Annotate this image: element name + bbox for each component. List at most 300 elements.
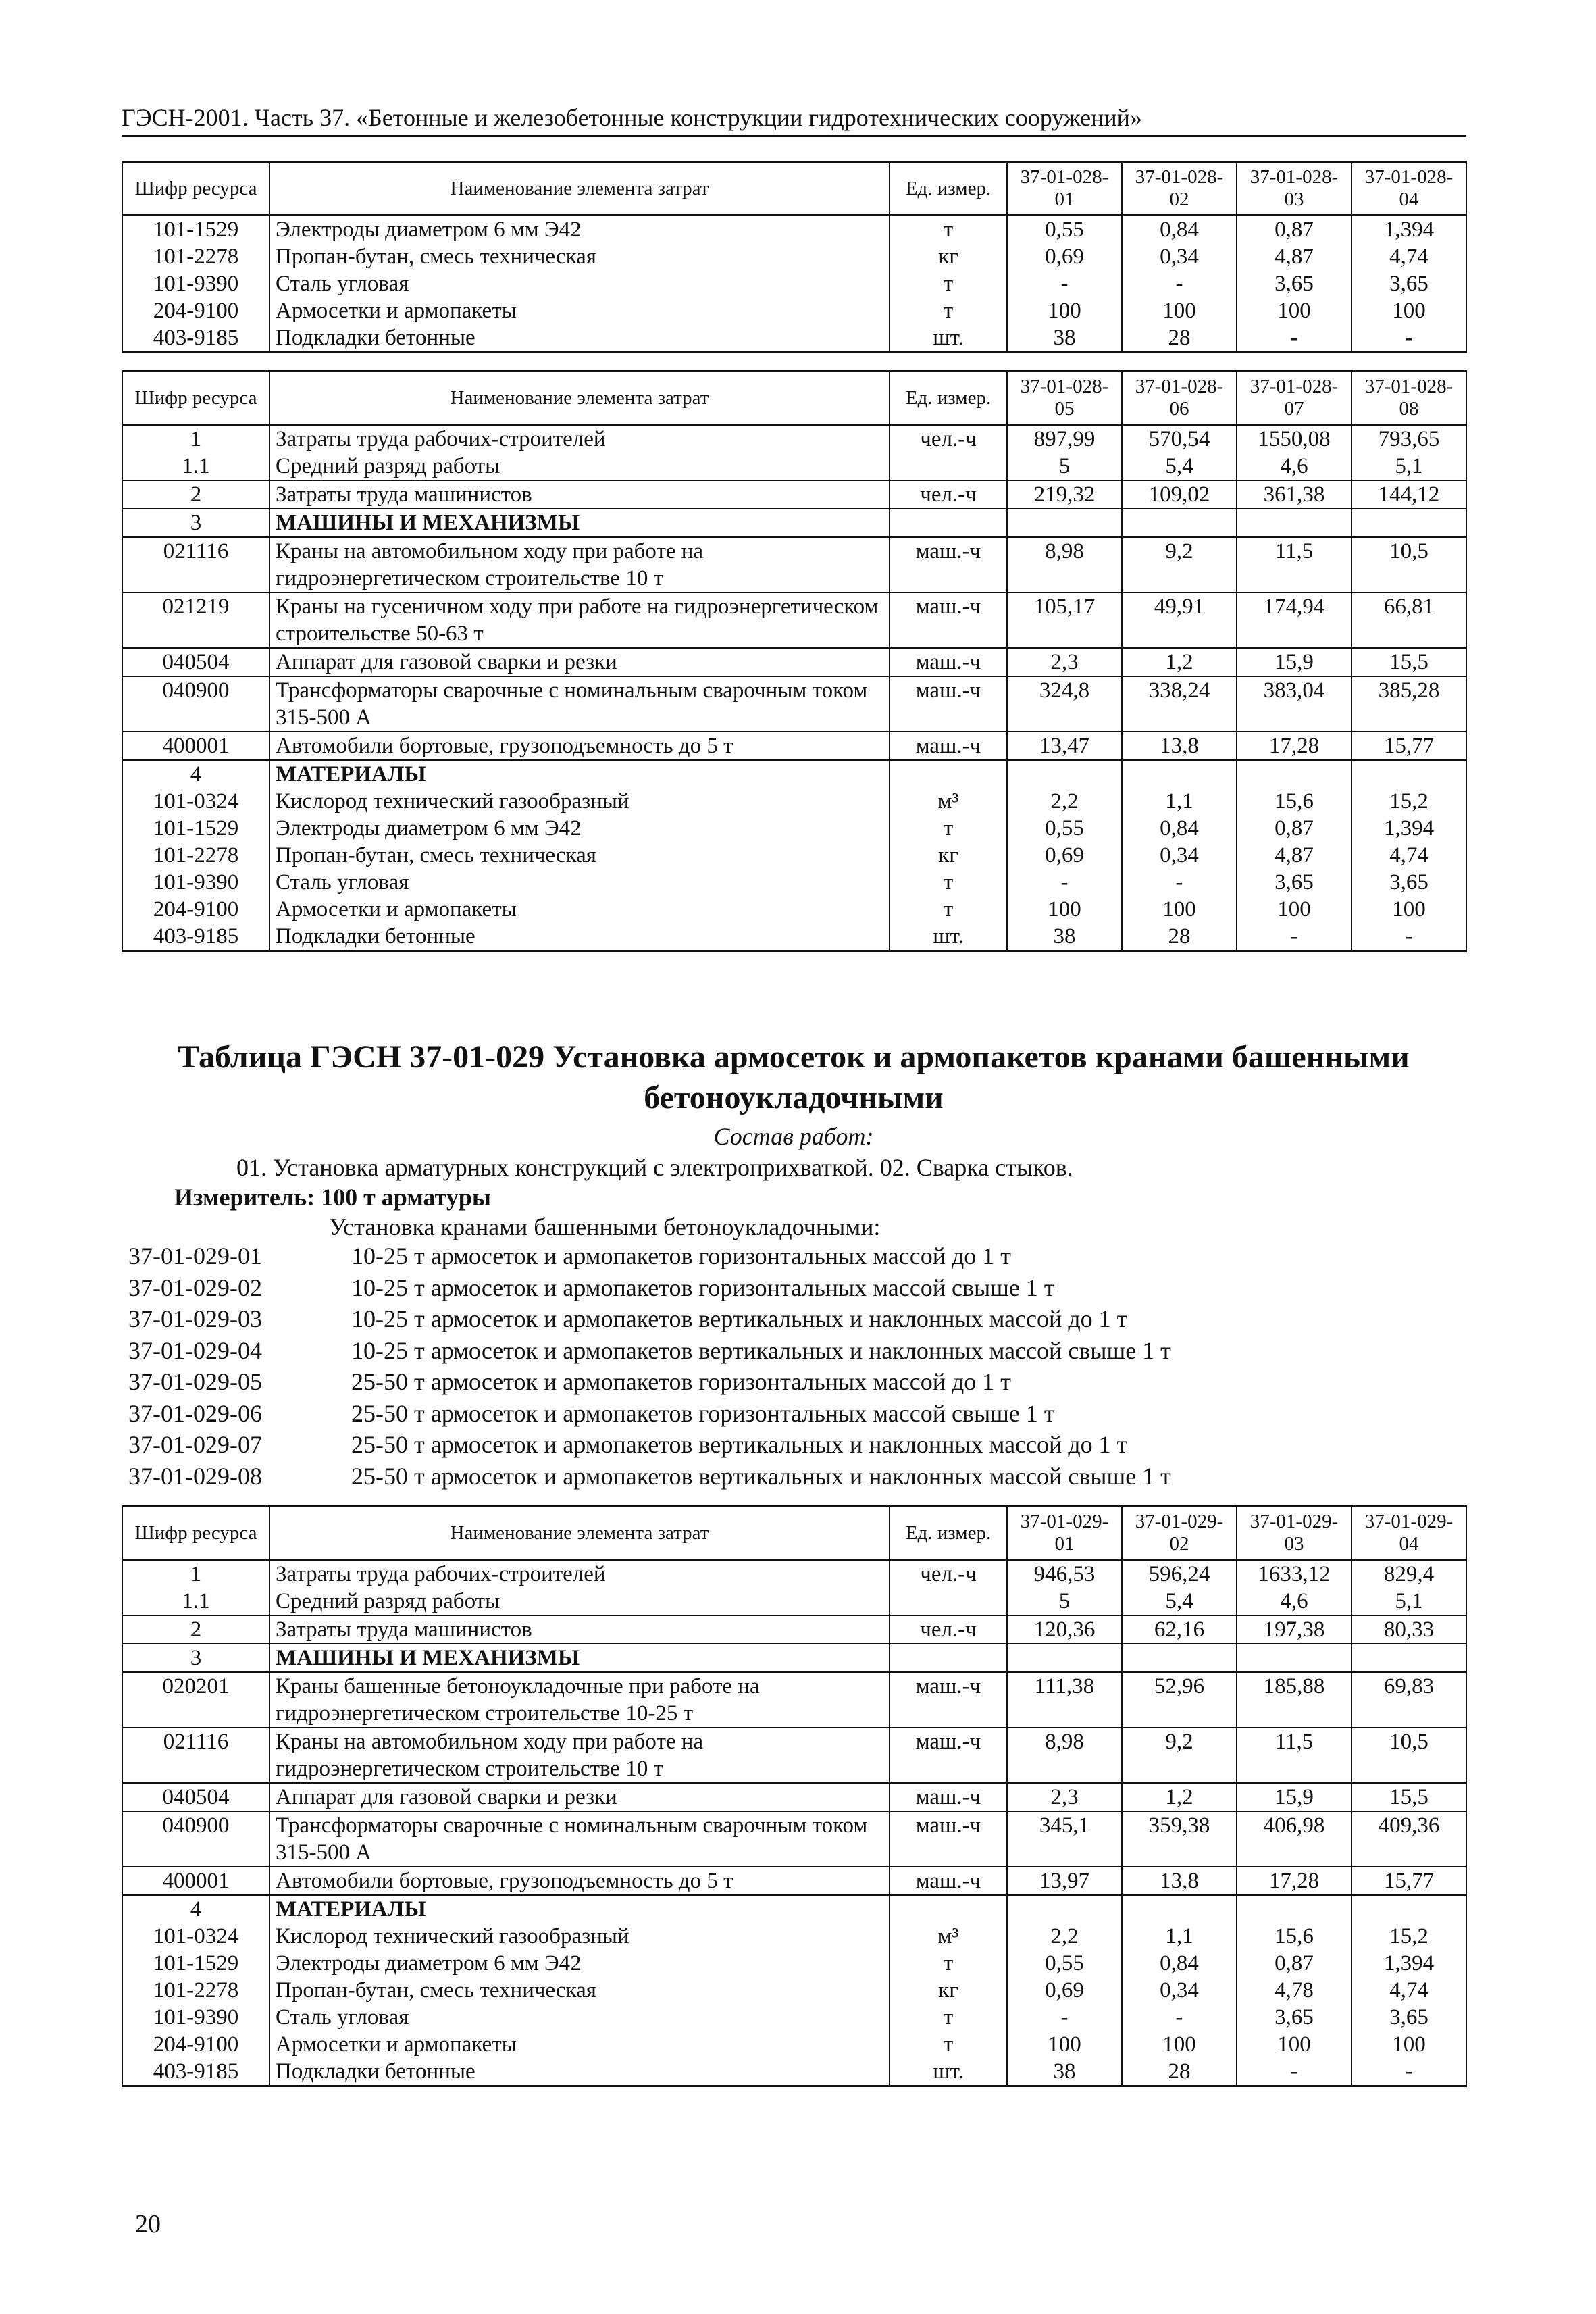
value-cell: 1633,12	[1237, 1560, 1352, 1588]
unit-cell: т	[890, 297, 1007, 324]
norm-description: 25-50 т армосеток и армопакетов горизонтальных массой до 1 т	[351, 1368, 1012, 1395]
unit-column-header: Ед. измер.	[890, 162, 1007, 216]
value-cell: 17,28	[1237, 1867, 1352, 1895]
resource-code-cell: 2	[122, 1615, 269, 1644]
value-cell	[1007, 1644, 1122, 1672]
table-row	[122, 1615, 1466, 1644]
table-row	[122, 1783, 1466, 1811]
value-cell: 15,9	[1237, 648, 1352, 676]
value-cell: 1,1	[1122, 788, 1237, 815]
resource-name-cell: Армосетки и армопакеты	[269, 297, 890, 324]
value-cell: 15,5	[1352, 1783, 1466, 1811]
resource-name-cell: Краны на автомобильном ходу при работе на гидроэнергетическом строительстве 10 т	[269, 1728, 890, 1783]
value-cell: 409,36	[1352, 1811, 1466, 1867]
resource-name-cell: Краны башенные бетоноукладочные при работе на гидроэнергетическом строительстве 10-25 т	[269, 1672, 890, 1728]
table-row	[122, 216, 1466, 244]
value-cell: 9,2	[1122, 537, 1237, 593]
norm-description: 10-25 т армосеток и армопакетов вертикальных и наклонных массой до 1 т	[351, 1305, 1128, 1332]
resource-code-cell: 1	[122, 425, 269, 453]
unit-cell: шт.	[890, 923, 1007, 951]
resource-name-cell: Кислород технический газообразный	[269, 788, 890, 815]
value-cell: 0,87	[1237, 815, 1352, 842]
unit-cell: маш.-ч	[890, 648, 1007, 676]
resource-name-cell: Электроды диаметром 6 мм Э42	[269, 1950, 890, 1977]
value-cell: 5,1	[1352, 1588, 1466, 1615]
code-column-header: Шифр ресурса	[122, 1507, 269, 1560]
resource-code-cell: 1.1	[122, 1588, 269, 1615]
resource-name-cell: Трансформаторы сварочные с номинальным сварочным током 315-500 А	[269, 1811, 890, 1867]
resource-code-cell: 101-9390	[122, 270, 269, 297]
value-cell: 793,65	[1352, 425, 1466, 453]
resource-code-cell: 101-9390	[122, 869, 269, 896]
value-cell: 13,8	[1122, 732, 1237, 760]
work-items: 01. Установка арматурных конструкций с электроприхваткой. 02. Сварка стыков.	[236, 1154, 1073, 1181]
resource-name-cell: Подкладки бетонные	[269, 923, 890, 951]
value-cell: 0,69	[1007, 842, 1122, 869]
value-cell	[1122, 509, 1237, 537]
resource-code-cell: 1.1	[122, 453, 269, 480]
resource-table-028-01-04	[122, 161, 1467, 353]
resource-code-cell: 204-9100	[122, 896, 269, 923]
norm-code: 37-01-029-01	[128, 1242, 262, 1269]
resource-name-cell: Кислород технический газообразный	[269, 1923, 890, 1950]
value-cell: 197,38	[1237, 1615, 1352, 1644]
norm-code-row	[128, 1398, 1171, 1430]
unit-cell: т	[890, 2004, 1007, 2031]
value-cell: 0,84	[1122, 1950, 1237, 1977]
value-cell: 100	[1352, 297, 1466, 324]
value-cell: 596,24	[1122, 1560, 1237, 1588]
value-cell: 0,84	[1122, 815, 1237, 842]
value-cell: -	[1122, 2004, 1237, 2031]
resource-name-cell: МАШИНЫ И МЕХАНИЗМЫ	[269, 509, 890, 537]
value-cell: 111,38	[1007, 1672, 1122, 1728]
value-cell: 28	[1122, 923, 1237, 951]
resource-table-029-01-04	[122, 1505, 1467, 2087]
resource-code-cell: 101-2278	[122, 842, 269, 869]
resource-name-cell: Сталь угловая	[269, 2004, 890, 2031]
value-cell: -	[1352, 324, 1466, 353]
value-cell: 5	[1007, 1588, 1122, 1615]
norm-code-list	[128, 1240, 1171, 1492]
norm-code-row	[128, 1429, 1171, 1461]
value-cell: -	[1007, 869, 1122, 896]
table-row	[122, 297, 1466, 324]
value-cell: 28	[1122, 324, 1237, 353]
unit-cell: т	[890, 216, 1007, 244]
value-cell: 38	[1007, 2058, 1122, 2086]
resource-code-cell: 1	[122, 1560, 269, 1588]
running-header: ГЭСН-2001. Часть 37. «Бетонные и железобетонные конструкции гидротехнических сооружений»	[122, 101, 1466, 137]
resource-code-cell: 101-2278	[122, 243, 269, 270]
value-cell: 100	[1007, 896, 1122, 923]
value-cell: 62,16	[1122, 1615, 1237, 1644]
resource-name-cell: Аппарат для газовой сварки и резки	[269, 648, 890, 676]
norm-code-row	[128, 1240, 1171, 1272]
unit-cell: чел.-ч	[890, 1560, 1007, 1588]
value-cell: 100	[1237, 2031, 1352, 2058]
resource-name-cell: Краны на автомобильном ходу при работе на гидроэнергетическом строительстве 10 т	[269, 537, 890, 593]
value-cell: 52,96	[1122, 1672, 1237, 1728]
value-cell	[1237, 1895, 1352, 1923]
table-row	[122, 842, 1466, 869]
name-column-header: Наименование элемента затрат	[269, 372, 890, 425]
value-cell: 15,77	[1352, 732, 1466, 760]
value-cell: 3,65	[1237, 869, 1352, 896]
value-cell: 0,69	[1007, 243, 1122, 270]
resource-code-cell: 4	[122, 760, 269, 788]
unit-cell: кг	[890, 1977, 1007, 2004]
table-row	[122, 509, 1466, 537]
value-cell: 13,8	[1122, 1867, 1237, 1895]
value-cell: 1,394	[1352, 216, 1466, 244]
value-cell: 0,84	[1122, 216, 1237, 244]
unit-cell: т	[890, 815, 1007, 842]
value-column-header-1: 37-01-029-01	[1007, 1507, 1122, 1560]
value-cell: -	[1352, 2058, 1466, 2086]
value-cell	[1237, 1644, 1352, 1672]
table-header-row	[122, 372, 1466, 425]
value-cell: 15,77	[1352, 1867, 1466, 1895]
value-cell: 0,87	[1237, 1950, 1352, 1977]
value-cell: 4,74	[1352, 1977, 1466, 2004]
value-cell: 120,36	[1007, 1615, 1122, 1644]
value-cell	[1237, 509, 1352, 537]
resource-code-cell: 2	[122, 480, 269, 509]
value-cell: -	[1122, 869, 1237, 896]
resource-name-cell: Электроды диаметром 6 мм Э42	[269, 815, 890, 842]
table-row	[122, 1950, 1466, 1977]
value-cell: 4,87	[1237, 243, 1352, 270]
value-cell: 4,6	[1237, 453, 1352, 480]
unit-column-header: Ед. измер.	[890, 1507, 1007, 1560]
table-row	[122, 324, 1466, 353]
unit-cell: т	[890, 270, 1007, 297]
table-row	[122, 676, 1466, 732]
value-cell: 2,2	[1007, 1923, 1122, 1950]
unit-cell	[890, 760, 1007, 788]
value-cell: 324,8	[1007, 676, 1122, 732]
value-cell: 5	[1007, 453, 1122, 480]
value-cell: 946,53	[1007, 1560, 1122, 1588]
unit-cell: шт.	[890, 2058, 1007, 2086]
value-column-header-1: 37-01-028-05	[1007, 372, 1122, 425]
value-cell: 361,38	[1237, 480, 1352, 509]
value-cell: 80,33	[1352, 1615, 1466, 1644]
value-cell: 4,6	[1237, 1588, 1352, 1615]
value-cell: -	[1237, 324, 1352, 353]
composition-label: Состав работ:	[713, 1123, 874, 1150]
value-cell: 100	[1122, 297, 1237, 324]
norm-description: 25-50 т армосеток и армопакетов вертикальных и наклонных массой свыше 1 т	[351, 1462, 1171, 1490]
value-cell: 1,394	[1352, 1950, 1466, 1977]
value-cell: -	[1007, 270, 1122, 297]
norm-code-row	[128, 1272, 1171, 1304]
value-column-header-4: 37-01-029-04	[1352, 1507, 1466, 1560]
value-cell: 3,65	[1352, 869, 1466, 896]
resource-name-cell: МАТЕРИАЛЫ	[269, 1895, 890, 1923]
value-cell: 5,4	[1122, 453, 1237, 480]
resource-name-cell: Сталь угловая	[269, 270, 890, 297]
norm-description: 10-25 т армосеток и армопакетов горизонтальных массой свыше 1 т	[351, 1274, 1055, 1301]
resource-code-cell: 400001	[122, 1867, 269, 1895]
unit-cell	[890, 1895, 1007, 1923]
value-cell: 1,2	[1122, 1783, 1237, 1811]
table-row	[122, 1644, 1466, 1672]
norm-description: 10-25 т армосеток и армопакетов вертикальных и наклонных массой свыше 1 т	[351, 1336, 1171, 1364]
value-cell	[1122, 760, 1237, 788]
norm-code: 37-01-029-06	[128, 1399, 262, 1427]
value-cell: 15,6	[1237, 1923, 1352, 1950]
value-cell: -	[1237, 923, 1352, 951]
norm-code-row	[128, 1303, 1171, 1335]
measure-unit: Измеритель: 100 т арматуры	[174, 1184, 491, 1211]
unit-cell: маш.-ч	[890, 1783, 1007, 1811]
value-cell: 10,5	[1352, 537, 1466, 593]
value-cell: 0,34	[1122, 243, 1237, 270]
value-cell: 5,4	[1122, 1588, 1237, 1615]
value-cell: 100	[1352, 896, 1466, 923]
value-cell: 15,5	[1352, 648, 1466, 676]
norm-code-row	[128, 1366, 1171, 1398]
unit-cell: т	[890, 2031, 1007, 2058]
value-cell: 3,65	[1352, 2004, 1466, 2031]
value-cell: 383,04	[1237, 676, 1352, 732]
table-row	[122, 2058, 1466, 2086]
value-cell: 406,98	[1237, 1811, 1352, 1867]
value-cell: 1,1	[1122, 1923, 1237, 1950]
unit-cell: чел.-ч	[890, 480, 1007, 509]
value-cell: 100	[1007, 297, 1122, 324]
unit-cell: маш.-ч	[890, 1728, 1007, 1783]
value-column-header-3: 37-01-029-03	[1237, 1507, 1352, 1560]
unit-cell: т	[890, 896, 1007, 923]
value-cell: 144,12	[1352, 480, 1466, 509]
unit-cell	[890, 453, 1007, 480]
value-cell: 9,2	[1122, 1728, 1237, 1783]
table-row	[122, 1923, 1466, 1950]
resource-code-cell: 040504	[122, 1783, 269, 1811]
value-cell: 100	[1122, 2031, 1237, 2058]
unit-cell: м³	[890, 1923, 1007, 1950]
norm-code: 37-01-029-08	[128, 1462, 262, 1490]
resource-code-cell: 101-1529	[122, 1950, 269, 1977]
value-cell: 0,69	[1007, 1977, 1122, 2004]
table-row	[122, 1895, 1466, 1923]
value-column-header-2: 37-01-029-02	[1122, 1507, 1237, 1560]
value-cell	[1352, 760, 1466, 788]
value-column-header-2: 37-01-028-02	[1122, 162, 1237, 216]
value-cell: 109,02	[1122, 480, 1237, 509]
unit-cell: маш.-ч	[890, 1811, 1007, 1867]
value-cell: 10,5	[1352, 1728, 1466, 1783]
value-cell: 345,1	[1007, 1811, 1122, 1867]
value-cell	[1352, 509, 1466, 537]
norm-description: 10-25 т армосеток и армопакетов горизонтальных массой до 1 т	[351, 1242, 1012, 1269]
table-header-row	[122, 1507, 1466, 1560]
value-cell: 13,97	[1007, 1867, 1122, 1895]
resource-code-cell: 403-9185	[122, 2058, 269, 2086]
value-cell: 15,6	[1237, 788, 1352, 815]
value-cell: 3,65	[1237, 2004, 1352, 2031]
unit-cell: шт.	[890, 324, 1007, 353]
resource-name-cell: Подкладки бетонные	[269, 324, 890, 353]
table-row	[122, 732, 1466, 760]
unit-cell: маш.-ч	[890, 732, 1007, 760]
value-cell: 69,83	[1352, 1672, 1466, 1728]
unit-cell	[890, 1588, 1007, 1615]
value-cell: -	[1007, 2004, 1122, 2031]
table-row	[122, 537, 1466, 593]
resource-name-cell: МАТЕРИАЛЫ	[269, 760, 890, 788]
resource-table-028-05-08	[122, 370, 1467, 952]
value-cell: 0,55	[1007, 216, 1122, 244]
value-cell: 185,88	[1237, 1672, 1352, 1728]
table-row	[122, 243, 1466, 270]
resource-name-cell: Аппарат для газовой сварки и резки	[269, 1783, 890, 1811]
norm-code: 37-01-029-02	[128, 1274, 262, 1301]
value-cell: -	[1352, 923, 1466, 951]
value-cell: 570,54	[1122, 425, 1237, 453]
table-row	[122, 425, 1466, 453]
resource-name-cell: Затраты труда машинистов	[269, 480, 890, 509]
value-cell: 2,2	[1007, 788, 1122, 815]
value-cell	[1352, 1895, 1466, 1923]
value-cell: 0,55	[1007, 1950, 1122, 1977]
unit-cell: маш.-ч	[890, 1672, 1007, 1728]
table-row	[122, 1672, 1466, 1728]
unit-cell: маш.-ч	[890, 1867, 1007, 1895]
value-cell	[1122, 1644, 1237, 1672]
value-cell	[1007, 1895, 1122, 1923]
resource-name-cell: Затраты труда машинистов	[269, 1615, 890, 1644]
norm-description: 25-50 т армосеток и армопакетов горизонтальных массой свыше 1 т	[351, 1399, 1055, 1427]
unit-column-header: Ед. измер.	[890, 372, 1007, 425]
resource-code-cell: 040900	[122, 676, 269, 732]
value-cell: 100	[1352, 2031, 1466, 2058]
resource-code-cell: 021116	[122, 1728, 269, 1783]
value-cell: 4,78	[1237, 1977, 1352, 2004]
unit-cell	[890, 509, 1007, 537]
value-cell: 13,47	[1007, 732, 1122, 760]
code-column-header: Шифр ресурса	[122, 372, 269, 425]
value-cell: 385,28	[1352, 676, 1466, 732]
section-title: Таблица ГЭСН 37-01-029 Установка армосеток и армопакетов кранами башенными бетоноукладочными	[178, 1039, 1410, 1115]
table-row	[122, 648, 1466, 676]
unit-cell: чел.-ч	[890, 1615, 1007, 1644]
resource-name-cell: Краны на гусеничном ходу при работе на гидроэнергетическом строительстве 50-63 т	[269, 593, 890, 648]
value-cell: 38	[1007, 923, 1122, 951]
resource-code-cell: 021219	[122, 593, 269, 648]
value-cell: 3,65	[1237, 270, 1352, 297]
table-row	[122, 815, 1466, 842]
resource-name-cell: МАШИНЫ И МЕХАНИЗМЫ	[269, 1644, 890, 1672]
resource-code-cell: 040504	[122, 648, 269, 676]
value-cell: 0,34	[1122, 1977, 1237, 2004]
resource-name-cell: Средний разряд работы	[269, 453, 890, 480]
unit-cell: м³	[890, 788, 1007, 815]
resource-name-cell: Электроды диаметром 6 мм Э42	[269, 216, 890, 244]
value-cell: 49,91	[1122, 593, 1237, 648]
name-column-header: Наименование элемента затрат	[269, 162, 890, 216]
value-cell: 66,81	[1352, 593, 1466, 648]
table-row	[122, 923, 1466, 951]
value-cell: 0,34	[1122, 842, 1237, 869]
resource-name-cell: Пропан-бутан, смесь техническая	[269, 1977, 890, 2004]
unit-cell: т	[890, 1950, 1007, 1977]
value-cell: 0,55	[1007, 815, 1122, 842]
resource-name-cell: Автомобили бортовые, грузоподъемность до 5 т	[269, 732, 890, 760]
value-cell: 1,394	[1352, 815, 1466, 842]
resource-name-cell: Пропан-бутан, смесь техническая	[269, 842, 890, 869]
table-row	[122, 896, 1466, 923]
value-cell: 105,17	[1007, 593, 1122, 648]
value-cell: 1550,08	[1237, 425, 1352, 453]
value-cell: 0,87	[1237, 216, 1352, 244]
resource-name-cell: Затраты труда рабочих-строителей	[269, 1560, 890, 1588]
norm-code: 37-01-029-05	[128, 1368, 262, 1395]
resource-code-cell: 400001	[122, 732, 269, 760]
resource-code-cell: 403-9185	[122, 324, 269, 353]
resource-code-cell: 3	[122, 509, 269, 537]
value-column-header-3: 37-01-028-03	[1237, 162, 1352, 216]
value-column-header-1: 37-01-028-01	[1007, 162, 1122, 216]
value-column-header-3: 37-01-028-07	[1237, 372, 1352, 425]
value-column-header-4: 37-01-028-04	[1352, 162, 1466, 216]
table-row	[122, 1728, 1466, 1783]
resource-code-cell: 020201	[122, 1672, 269, 1728]
resource-code-cell: 040900	[122, 1811, 269, 1867]
unit-cell: кг	[890, 243, 1007, 270]
unit-cell: маш.-ч	[890, 537, 1007, 593]
value-cell: 4,74	[1352, 842, 1466, 869]
value-cell: 5,1	[1352, 453, 1466, 480]
page-number: 20	[135, 2210, 161, 2238]
resource-name-cell: Сталь угловая	[269, 869, 890, 896]
table-row	[122, 760, 1466, 788]
resource-name-cell: Армосетки и армопакеты	[269, 896, 890, 923]
value-cell: 4,87	[1237, 842, 1352, 869]
table-row	[122, 1588, 1466, 1615]
value-cell: 15,2	[1352, 788, 1466, 815]
norm-code-row	[128, 1461, 1171, 1492]
table-row	[122, 270, 1466, 297]
value-cell: 338,24	[1122, 676, 1237, 732]
resource-code-cell: 101-2278	[122, 1977, 269, 2004]
value-cell: 2,3	[1007, 1783, 1122, 1811]
resource-name-cell: Автомобили бортовые, грузоподъемность до 5 т	[269, 1867, 890, 1895]
value-cell: 38	[1007, 324, 1122, 353]
install-heading: Установка кранами башенными бетоноукладочными:	[329, 1213, 881, 1240]
value-cell: 2,3	[1007, 648, 1122, 676]
value-cell: 17,28	[1237, 732, 1352, 760]
resource-name-cell: Трансформаторы сварочные с номинальным сварочным током 315-500 А	[269, 676, 890, 732]
value-cell: 1,2	[1122, 648, 1237, 676]
table-row	[122, 2004, 1466, 2031]
value-cell: -	[1122, 270, 1237, 297]
value-cell: 8,98	[1007, 1728, 1122, 1783]
value-cell: 100	[1122, 896, 1237, 923]
table-row	[122, 2031, 1466, 2058]
value-cell: 15,9	[1237, 1783, 1352, 1811]
resource-code-cell: 204-9100	[122, 2031, 269, 2058]
table-row	[122, 1560, 1466, 1588]
value-cell: 897,99	[1007, 425, 1122, 453]
norm-code: 37-01-029-07	[128, 1431, 262, 1458]
value-cell	[1352, 1644, 1466, 1672]
norm-description: 25-50 т армосеток и армопакетов вертикальных и наклонных массой до 1 т	[351, 1431, 1128, 1458]
value-cell: 829,4	[1352, 1560, 1466, 1588]
